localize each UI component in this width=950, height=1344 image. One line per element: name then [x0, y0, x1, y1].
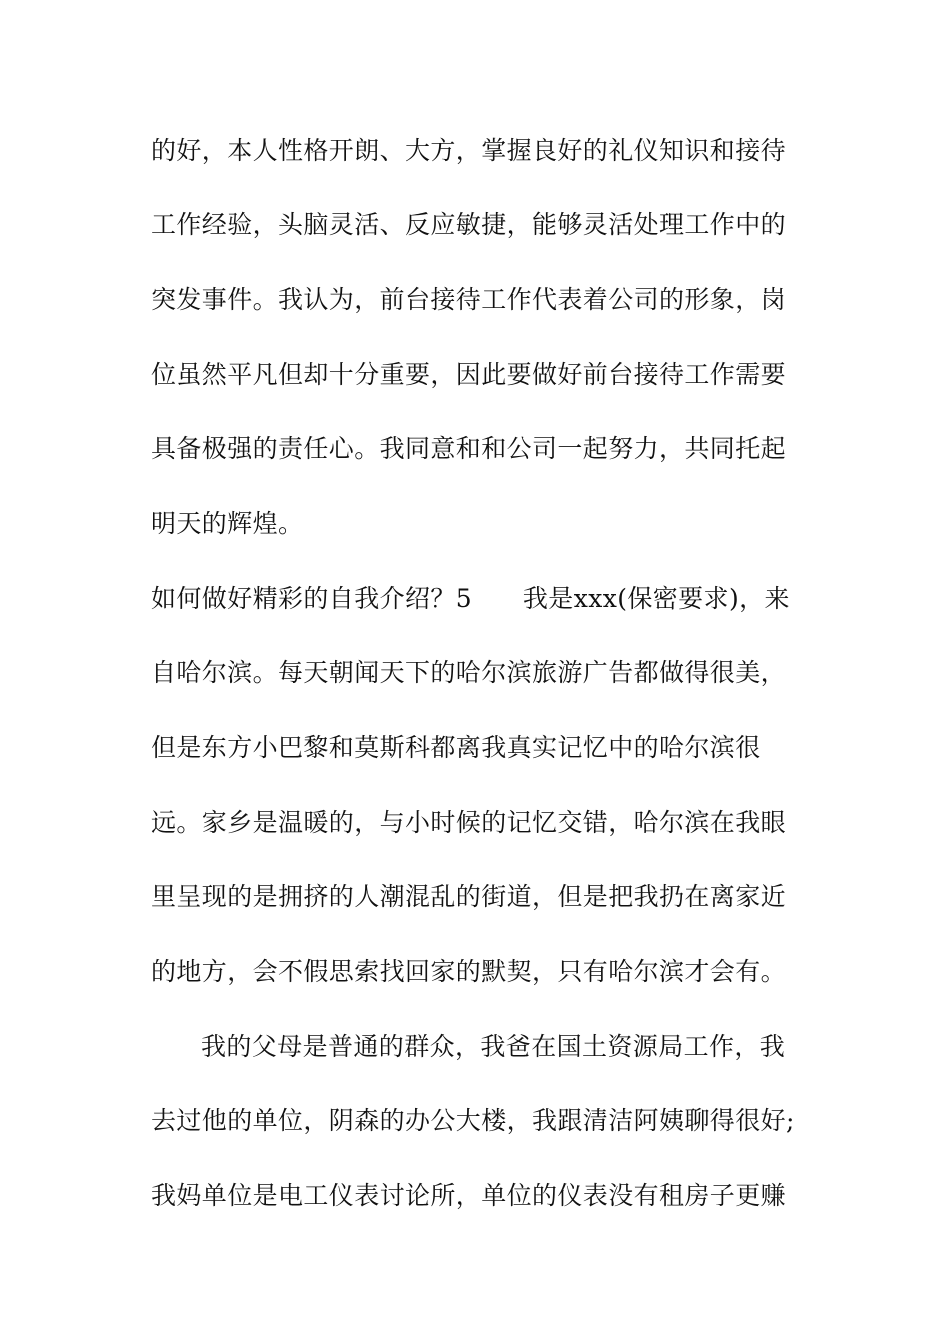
text-line-12: 的地方，会不假思索找回家的默契，只有哈尔滨才会有。 — [151, 957, 787, 986]
text-line-6: 明天的辉煌。 — [151, 509, 304, 538]
text-line-15: 我妈单位是电工仪表讨论所，单位的仪表没有租房子更赚 — [151, 1181, 787, 1210]
text-line-9: 但是东方小巴黎和莫斯科都离我真实记忆中的哈尔滨很 — [151, 733, 761, 762]
paragraph-start-line: 我的父母是普通的群众，我爸在国土资源局工作，我 — [201, 1032, 786, 1061]
text-line-2: 工作经验，头脑灵活、反应敏捷，能够灵活处理工作中的 — [151, 210, 787, 239]
text-line-8: 自哈尔滨。每天朝闻天下的哈尔滨旅游广告都做得很美， — [151, 658, 787, 687]
section-heading-line: 如何做好精彩的自我介绍？5 我是xxx(保密要求)，来 — [151, 584, 790, 613]
text-line-11: 里呈现的是拥挤的人潮混乱的街道，但是把我扔在离家近 — [151, 882, 787, 911]
text-line-4: 位虽然平凡但却十分重要，因此要做好前台接待工作需要 — [151, 360, 787, 389]
text-line-14: 去过他的单位，阴森的办公大楼，我跟清洁阿姨聊得很好; — [151, 1106, 795, 1135]
text-line-5: 具备极强的责任心。我同意和和公司一起努力，共同托起 — [151, 434, 787, 463]
text-line-10: 远。家乡是温暖的，与小时候的记忆交错，哈尔滨在我眼 — [151, 808, 787, 837]
text-line-3: 突发事件。我认为，前台接待工作代表着公司的形象，岗 — [151, 285, 787, 314]
text-line-1: 的好，本人性格开朗、大方，掌握良好的礼仪知识和接待 — [151, 136, 787, 165]
